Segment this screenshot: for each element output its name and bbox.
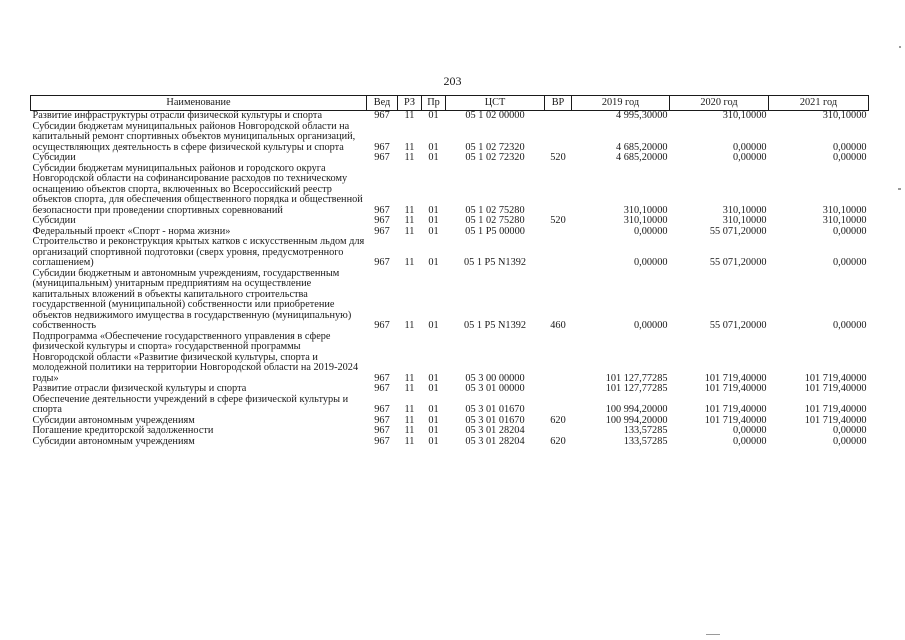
row-ved: 967 — [374, 404, 390, 415]
row-cst: 05 3 01 28204 — [465, 425, 525, 436]
row-pr: 01 — [428, 383, 439, 394]
row-cst: 05 3 01 01670 — [465, 414, 525, 426]
row-vr — [545, 111, 572, 122]
row-cst: 05 1 02 75280 — [465, 215, 525, 226]
row-2021: 0,00000 — [833, 225, 867, 237]
row-2020: 310,10000 — [722, 204, 767, 216]
row-2020: 0,00000 — [733, 141, 767, 153]
row-2019: 310,10000 — [623, 204, 668, 216]
row-2020: 55 071,20000 — [709, 225, 767, 237]
row-name: Строительство и реконструкция крытых катков с искусственным льдом для организаций спортивной подготовки (сверх уровня, предусмотренного соглашением) — [32, 236, 365, 268]
row-rz: 11 — [404, 257, 415, 268]
row-cst: 05 3 01 01670 — [465, 404, 525, 415]
scan-mark-bottom — [706, 634, 720, 635]
row-rz: 11 — [404, 152, 415, 163]
row-ved: 967 — [374, 141, 390, 153]
row-2021: 101 719,40000 — [804, 404, 867, 415]
scan-mark-right-middle — [898, 188, 901, 190]
row-pr: 01 — [428, 141, 439, 153]
row-rz: 11 — [404, 425, 415, 436]
row-2020: 55 071,20000 — [709, 320, 767, 331]
row-name: Субсидии — [32, 152, 76, 163]
row-rz: 11 — [404, 141, 415, 153]
row-2020: 0,00000 — [733, 425, 767, 436]
row-ved: 967 — [374, 257, 390, 268]
row-vr — [545, 395, 572, 416]
row-2019: 101 127,77285 — [605, 372, 668, 384]
row-2021: 0,00000 — [833, 152, 867, 163]
row-2021: 310,10000 — [822, 204, 867, 216]
row-pr: 01 — [428, 372, 439, 384]
row-vr — [545, 164, 572, 217]
row-2020: 101 719,40000 — [704, 414, 767, 426]
row-2021: 0,00000 — [833, 320, 867, 331]
row-rz: 11 — [404, 320, 415, 331]
page-number: 203 — [443, 74, 462, 88]
table-row — [31, 122, 869, 154]
row-2020: 101 719,40000 — [704, 372, 767, 384]
header-ved: Вед — [367, 96, 398, 111]
row-cst: 05 1 P5 00000 — [465, 225, 525, 237]
row-cst: 05 3 01 28204 — [465, 435, 525, 447]
row-rz: 11 — [404, 215, 415, 226]
row-2020: 55 071,20000 — [709, 257, 767, 268]
row-name: Субсидии бюджетам муниципальных районов Новгородской области на капитальный ремонт спортивных объектов муниципальных организаций, осуществляющих деятельность в сфере физической культуры и спорта — [32, 120, 356, 153]
row-rz: 11 — [404, 383, 415, 394]
table-header-row — [31, 96, 869, 111]
header-2020: 2020 год — [670, 96, 769, 111]
row-rz: 11 — [404, 110, 415, 121]
row-2020: 101 719,40000 — [704, 383, 767, 394]
row-2019: 4 685,20000 — [616, 141, 668, 153]
row-pr: 01 — [428, 404, 439, 415]
row-name: Развитие отрасли физической культуры и спорта — [32, 383, 247, 394]
row-ved: 967 — [374, 215, 390, 226]
row-2020: 101 719,40000 — [704, 404, 767, 415]
row-2019: 4 995,30000 — [616, 110, 668, 121]
row-2020: 310,10000 — [722, 110, 767, 121]
row-rz: 11 — [404, 414, 415, 426]
row-2020: 0,00000 — [733, 152, 767, 163]
row-vr — [545, 227, 572, 238]
row-pr: 01 — [428, 110, 439, 121]
row-pr: 01 — [428, 320, 439, 331]
table-row — [31, 237, 869, 269]
row-cst: 05 1 P5 N1392 — [463, 257, 527, 268]
row-2020: 310,10000 — [722, 215, 767, 226]
row-2019: 0,00000 — [634, 225, 668, 237]
row-pr: 01 — [428, 215, 439, 226]
row-pr: 01 — [428, 425, 439, 436]
table-row — [31, 384, 869, 395]
row-2021: 0,00000 — [833, 141, 867, 153]
row-cst: 05 1 02 00000 — [465, 110, 525, 121]
row-2019: 100 994,20000 — [605, 414, 668, 426]
table-row — [31, 437, 869, 448]
row-2021: 101 719,40000 — [804, 414, 867, 426]
table-row — [31, 216, 869, 227]
row-ved: 967 — [374, 372, 390, 384]
header-rz: РЗ — [398, 96, 422, 111]
row-name: Субсидии — [32, 215, 76, 226]
row-2021: 101 719,40000 — [804, 372, 867, 384]
row-cst: 05 3 01 00000 — [465, 383, 525, 394]
row-name: Субсидии автономным учреждениям — [32, 435, 195, 447]
header-pr: Пр — [422, 96, 446, 111]
row-pr: 01 — [428, 225, 439, 237]
row-vr: 520 — [550, 215, 566, 226]
row-rz: 11 — [404, 204, 415, 216]
row-2019: 100 994,20000 — [605, 404, 668, 415]
row-name: Субсидии бюджетам муниципальных районов и городского округа Новгородской области на софинансирование расходов по техническому оснащению объектов спорта, включенных во Всероссийский реестр объектов спорта, для обеспечения общественного порядка и общественной безопасности при проведении спортивных соревнований — [32, 162, 363, 216]
row-ved: 967 — [374, 425, 390, 436]
row-ved: 967 — [374, 204, 390, 216]
row-name: Субсидии автономным учреждениям — [32, 414, 195, 426]
row-vr — [545, 384, 572, 395]
table-row — [31, 153, 869, 164]
scan-mark-right-top — [899, 46, 901, 48]
row-cst: 05 1 02 72320 — [465, 152, 525, 163]
row-vr: 520 — [550, 152, 566, 163]
row-2021: 0,00000 — [833, 425, 867, 436]
row-ved: 967 — [374, 414, 390, 426]
row-ved: 967 — [374, 383, 390, 394]
row-name: Субсидии бюджетным и автономным учреждениям, государственным (муниципальным) унитарным предприятиям на осуществление капитальных вложений в объекты капитального строительства государственной (муниципальной) собственности или приобретение объектов недвижимого имущества в государственную (муниципальную) собственность — [32, 267, 352, 331]
row-pr: 01 — [428, 257, 439, 268]
row-pr: 01 — [428, 152, 439, 163]
row-2019: 4 685,20000 — [616, 152, 668, 163]
row-cst: 05 3 00 00000 — [465, 372, 525, 384]
header-2019: 2019 год — [572, 96, 670, 111]
budget-table — [30, 95, 869, 447]
table-row — [31, 111, 869, 122]
row-pr: 01 — [428, 414, 439, 426]
row-vr — [545, 332, 572, 385]
row-rz: 11 — [404, 372, 415, 384]
header-cst: ЦСТ — [446, 96, 545, 111]
row-ved: 967 — [374, 110, 390, 121]
table-row — [31, 164, 869, 217]
row-name: Развитие инфраструктуры отрасли физической культуры и спорта — [32, 110, 323, 121]
row-cst: 05 1 02 75280 — [465, 204, 525, 216]
row-vr — [545, 237, 572, 269]
row-vr: 460 — [550, 320, 566, 331]
row-pr: 01 — [428, 435, 439, 447]
row-ved: 967 — [374, 152, 390, 163]
header-vr: ВР — [545, 96, 572, 111]
header-2021: 2021 год — [769, 96, 869, 111]
row-2021: 310,10000 — [822, 110, 867, 121]
table-row — [31, 332, 869, 385]
row-cst: 05 1 02 72320 — [465, 141, 525, 153]
row-2021: 310,10000 — [822, 215, 867, 226]
row-2021: 101 719,40000 — [804, 383, 867, 394]
row-name: Погашение кредиторской задолженности — [32, 425, 214, 436]
row-name: Федеральный проект «Спорт - норма жизни» — [32, 225, 231, 237]
row-ved: 967 — [374, 435, 390, 447]
table-row — [31, 269, 869, 332]
row-pr: 01 — [428, 204, 439, 216]
row-2019: 133,57285 — [623, 425, 668, 436]
row-2019: 0,00000 — [634, 257, 668, 268]
row-rz: 11 — [404, 435, 415, 447]
row-name: Обеспечение деятельности учреждений в сфере физической культуры и спорта — [32, 393, 349, 415]
table-row — [31, 395, 869, 416]
header-name: Наименование — [31, 96, 367, 111]
row-2021: 0,00000 — [833, 435, 867, 447]
row-rz: 11 — [404, 404, 415, 415]
row-ved: 967 — [374, 225, 390, 237]
table-row — [31, 426, 869, 437]
row-2021: 0,00000 — [833, 257, 867, 268]
row-2019: 133,57285 — [623, 435, 668, 447]
row-2019: 310,10000 — [623, 215, 668, 226]
row-vr: 620 — [550, 414, 566, 426]
row-2019: 0,00000 — [634, 320, 668, 331]
row-name: Подпрограмма «Обеспечение государственного управления в сфере физической культуры и спорта» государственной программы Новгородской области «Развитие физической культуры, спорта и молодежной политики на территории Новгородской области на 2019-2024 годы» — [32, 330, 359, 384]
row-vr: 620 — [550, 435, 566, 447]
row-cst: 05 1 P5 N1392 — [463, 320, 527, 331]
row-vr — [545, 426, 572, 437]
row-ved: 967 — [374, 320, 390, 331]
row-vr — [545, 122, 572, 154]
row-2019: 101 127,77285 — [605, 383, 668, 394]
row-rz: 11 — [404, 225, 415, 237]
row-2020: 0,00000 — [733, 435, 767, 447]
